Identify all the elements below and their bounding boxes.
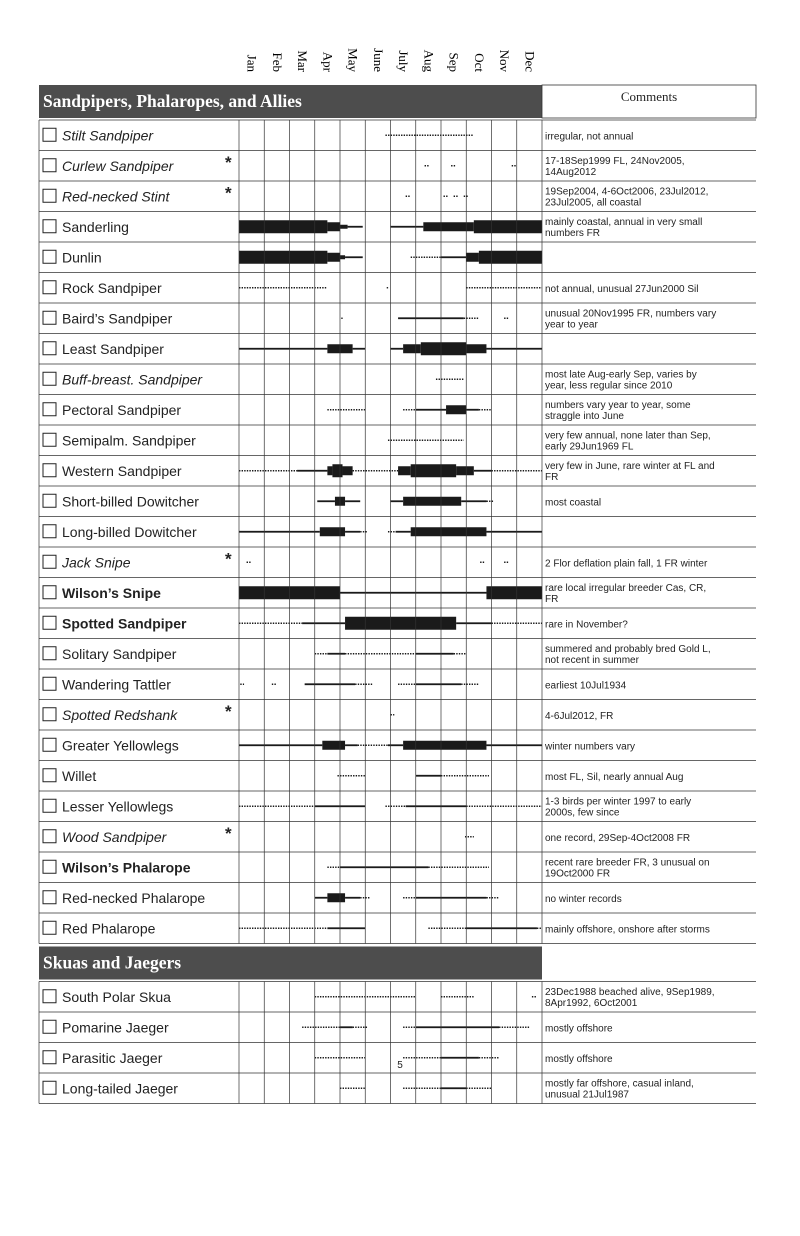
species-comment: mostly offshore [545,1053,613,1065]
species-name: Spotted Redshank [62,706,178,723]
species-comment: earliest 10Jul1934 [545,680,627,692]
species-comment: most coastal [545,497,602,509]
species-comment: not recent in summer [545,654,639,666]
month-label: May [345,48,361,72]
abundance-bar [391,500,404,502]
species-name: Least Sandpiper [62,340,164,357]
species-comment: 19Oct2000 FR [545,868,611,880]
species-checkbox[interactable] [43,677,56,690]
species-name: Parasitic Jaeger [62,1049,163,1066]
abundance-bar [456,466,474,475]
rarity-star-icon: * [225,183,232,203]
abundance-bar [345,500,360,502]
species-checkbox[interactable] [43,1051,56,1064]
species-checkbox[interactable] [43,830,56,843]
abundance-bar [441,1057,479,1059]
species-comment: 19Sep2004, 4-6Oct2006, 23Jul2012, [545,186,709,198]
species-comment: early 29Jun1969 FL [545,441,634,453]
species-name: Red-necked Stint [62,188,170,205]
species-checkbox[interactable] [43,372,56,385]
species-checkbox[interactable] [43,464,56,477]
species-checkbox[interactable] [43,799,56,812]
species-checkbox[interactable] [43,494,56,507]
species-comment: no winter records [545,893,622,905]
abundance-bar [345,531,360,533]
abundance-bar [239,251,327,264]
species-name: Pomarine Jaeger [62,1019,169,1036]
abundance-bar [456,622,491,624]
species-checkbox[interactable] [43,128,56,141]
abundance-bar [327,653,345,655]
abundance-bar [474,220,542,233]
species-checkbox[interactable] [43,616,56,629]
species-checkbox[interactable] [43,342,56,355]
species-comment: most FL, Sil, nearly annual Aug [545,771,684,783]
abundance-bar [466,344,486,353]
species-name: Sanderling [62,218,129,235]
species-checkbox[interactable] [43,891,56,904]
month-label: Nov [497,49,513,72]
species-comment: winter numbers vary [545,741,636,753]
rarity-star-icon: * [225,152,232,172]
abundance-bar [403,497,461,506]
abundance-bar [479,251,542,264]
abundance-bar [345,256,363,258]
species-comment: FR [545,593,559,605]
abundance-bar [416,775,441,777]
abundance-bar [327,927,365,929]
species-name: Buff-breast. Sandpiper [62,371,203,388]
abundance-bar [416,897,487,899]
species-comment: numbers FR [545,227,601,239]
species-name: Long-billed Dowitcher [62,523,197,540]
species-name: Dunlin [62,249,102,266]
abundance-bar [403,344,421,353]
abundance-bar [239,220,327,233]
section-title: Skuas and Jaegers [43,952,182,973]
abundance-bar [239,531,320,533]
abundance-bar [315,897,328,899]
abundance-bar [327,893,345,902]
rarity-star-icon: * [225,823,232,843]
species-comment: irregular, not annual [545,131,634,143]
abundance-bar [239,348,327,350]
species-checkbox[interactable] [43,403,56,416]
species-comment: unusual 20Nov1995 FR, numbers vary [545,308,717,320]
abundance-bar [353,348,366,350]
abundance-bar [466,409,479,411]
species-checkbox[interactable] [43,738,56,751]
abundance-bar [411,464,456,477]
species-name: Red-necked Phalarope [62,889,206,906]
abundance-bar [486,348,542,350]
month-label: Apr [320,51,336,72]
month-label: Aug [421,49,437,72]
species-comment: most late Aug-early Sep, varies by [545,369,697,381]
abundance-bar [345,617,456,630]
species-checkbox[interactable] [43,1081,56,1094]
species-name: Willet [62,767,97,784]
species-comment: not annual, unusual 27Jun2000 Sil [545,283,699,295]
abundance-bar [416,653,454,655]
abundance-bar [340,225,348,229]
species-name: Wandering Tattler [62,676,171,693]
species-checkbox[interactable] [43,555,56,568]
abundance-bar [322,741,345,750]
species-checkbox[interactable] [43,586,56,599]
species-name: Jack Snipe [62,554,131,571]
species-checkbox[interactable] [43,769,56,782]
species-checkbox[interactable] [43,921,56,934]
species-name: Lesser Yellowlegs [62,798,174,815]
abundance-bar [466,927,537,929]
abundance-bar [461,500,486,502]
abundance-bar [486,586,542,599]
abundance-bar [446,405,466,414]
species-checkbox[interactable] [43,525,56,538]
species-comment: 4-6Jul2012, FR [545,710,614,722]
species-name: Baird’s Sandpiper [62,310,173,327]
species-name: Wood Sandpiper [62,828,167,845]
abundance-bar [305,683,356,685]
rarity-star-icon: * [225,549,232,569]
abundance-bar [340,255,345,259]
species-comment: unusual 21Jul1987 [545,1089,629,1101]
abundance-bar [343,466,353,475]
abundance-bar [345,897,360,899]
species-comment: one record, 29Sep-4Oct2008 FR [545,832,691,844]
species-comment: 14Aug2012 [545,166,597,178]
species-comment: very few annual, none later than Sep, [545,430,711,442]
species-comment: rare in November? [545,619,628,631]
abundance-bar [317,500,335,502]
species-name: South Polar Skua [62,988,171,1005]
abundance-bar [398,317,464,319]
abundance-bar [391,226,424,228]
abundance-bar [348,226,363,228]
species-comment: recent rare breeder FR, 3 unusual on [545,857,710,869]
species-name: Wilson’s Phalarope [62,859,191,876]
species-name: Pectoral Sandpiper [62,401,182,418]
species-comment: 2 Flor deflation plain fall, 1 FR winter [545,558,708,570]
abundance-bar [474,470,492,472]
month-label: Dec [522,51,538,72]
species-comment: 1-3 birds per winter 1997 to early [545,796,692,808]
species-comment: mainly coastal, annual in very small [545,216,703,228]
species-checkbox[interactable] [43,1020,56,1033]
species-checkbox[interactable] [43,433,56,446]
species-checkbox[interactable] [43,860,56,873]
page-number: 5 [397,1060,403,1071]
species-checkbox[interactable] [43,311,56,324]
species-checkbox[interactable] [43,281,56,294]
abundance-bar [486,531,542,533]
abundance-bar [302,622,345,624]
abundance-bar [327,222,340,231]
abundance-bar [340,866,428,868]
section-title: Sandpipers, Phalaropes, and Allies [43,91,302,111]
abundance-bar [345,744,358,746]
abundance-bar [297,470,327,472]
month-label: July [396,50,412,72]
abundance-bar [239,744,322,746]
abundance-bar [416,1026,499,1028]
species-comment: 2000s, few since [545,807,620,819]
abundance-bar [441,1087,466,1089]
abundance-bar [340,592,486,594]
abundance-bar [332,464,342,477]
species-name: Greater Yellowlegs [62,737,179,754]
species-name: Long-tailed Jaeger [62,1080,178,1097]
abundance-bar [398,466,411,475]
month-label: Sep [446,52,462,72]
species-comment: summered and probably bred Gold L, [545,643,711,655]
species-name: Spotted Sandpiper [62,615,187,632]
species-name: Wilson’s Snipe [62,584,161,601]
rarity-star-icon: * [225,701,232,721]
month-label: Jan [244,54,260,72]
species-comment: mostly offshore [545,1023,613,1035]
species-checkbox[interactable] [43,708,56,721]
abundance-bar [411,527,487,536]
abundance-bar [466,253,479,262]
species-comment: 17-18Sep1999 FL, 24Nov2005, [545,155,685,167]
species-comment: rare local irregular breeder Cas, CR, [545,582,707,594]
abundance-bar [416,409,446,411]
species-comment: mainly offshore, onshore after storms [545,924,710,936]
species-checkbox[interactable] [43,189,56,202]
species-comment: mostly far offshore, casual inland, [545,1078,694,1090]
abundance-bar [320,527,345,536]
species-name: Short-billed Dowitcher [62,493,199,510]
species-checkbox[interactable] [43,220,56,233]
species-name: Curlew Sandpiper [62,157,174,174]
abundance-bar [406,805,467,807]
abundance-bar [416,683,461,685]
abundance-bar [396,531,411,533]
species-comment: straggle into June [545,410,624,422]
species-name: Solitary Sandpiper [62,645,177,662]
species-name: Western Sandpiper [62,462,182,479]
species-comment: very few in June, rare winter at FL and [545,460,715,472]
species-comment: 23Dec1988 beached alive, 9Sep1989, [545,986,715,998]
species-comment: 23Jul2005, all coastal [545,197,642,209]
species-checkbox[interactable] [43,250,56,263]
abundance-bar [327,253,340,262]
species-checkbox[interactable] [43,159,56,172]
abundance-bar [327,466,332,475]
month-label: Oct [471,53,487,72]
abundance-bar [421,342,466,355]
species-name: Semipalm. Sandpiper [62,432,196,449]
abundance-bar [486,744,542,746]
month-label: Feb [269,52,285,72]
species-checkbox[interactable] [43,990,56,1003]
month-label: Mar [295,50,311,72]
abundance-bar [391,348,404,350]
species-comment: numbers vary year to year, some [545,399,691,411]
species-name: Rock Sandpiper [62,279,162,296]
abundance-bar [441,256,466,258]
species-name: Stilt Sandpiper [62,127,154,144]
species-comment: 8Apr1992, 6Oct2001 [545,997,638,1009]
species-name: Red Phalarope [62,920,156,937]
species-comment: year, less regular since 2010 [545,380,673,392]
species-comment: FR [545,471,559,483]
abundance-bar [340,1026,353,1028]
species-comment: year to year [545,319,598,331]
comments-header: Comments [620,89,678,104]
species-checkbox[interactable] [43,647,56,660]
month-label: June [370,48,386,72]
